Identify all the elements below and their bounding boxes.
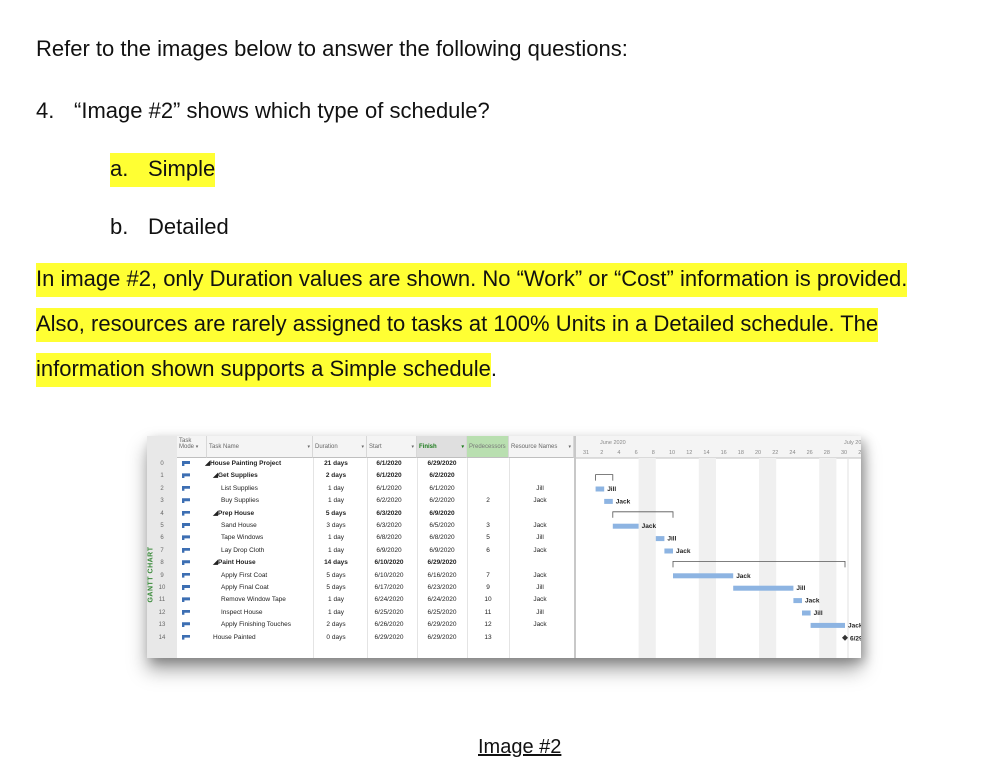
task-row[interactable] xyxy=(147,470,574,482)
task-finish: 6/2/2020 xyxy=(429,497,455,505)
task-predecessors: 3 xyxy=(486,522,490,529)
task-id: 14 xyxy=(158,634,166,641)
task-row[interactable] xyxy=(147,520,574,532)
task-resources: Jill xyxy=(536,534,544,542)
task-resources: Jack xyxy=(533,621,547,629)
task-predecessors: 10 xyxy=(484,596,492,604)
task-finish: 6/29/2020 xyxy=(427,621,457,629)
task-predecessors: 11 xyxy=(484,608,492,616)
task-bar xyxy=(733,586,793,591)
task-row[interactable] xyxy=(147,458,574,470)
option-a-letter: a. xyxy=(110,156,129,181)
auto-schedule-icon xyxy=(182,535,190,540)
task-duration: 0 days xyxy=(326,633,346,641)
task-id: 6 xyxy=(160,535,164,542)
task-duration: 1 day xyxy=(328,608,344,616)
task-predecessors: 2 xyxy=(486,497,490,505)
task-resources: Jack xyxy=(533,571,547,579)
task-predecessors xyxy=(467,483,509,495)
task-mode-icon xyxy=(182,495,192,507)
header-start[interactable]: Start ▾ xyxy=(367,436,417,458)
resource-label: Jack xyxy=(615,498,631,506)
option-a xyxy=(110,156,215,182)
task-start: 6/3/2020 xyxy=(376,509,402,517)
task-row[interactable] xyxy=(147,545,574,557)
task-predecessors xyxy=(467,508,509,520)
resource-label: Jill xyxy=(796,585,806,593)
task-start: 6/29/2020 xyxy=(374,633,404,641)
task-id: 1 xyxy=(160,473,164,480)
auto-schedule-icon xyxy=(182,461,190,466)
timescale-day: 2 xyxy=(600,450,604,456)
task-finish: 6/5/2020 xyxy=(429,522,455,529)
task-name: Apply Final Coat xyxy=(221,584,269,591)
task-id: 4 xyxy=(160,510,164,517)
task-resources xyxy=(509,470,571,482)
task-predecessors: 7 xyxy=(486,571,490,579)
timescale-day: 16 xyxy=(720,450,727,456)
option-b-letter: b. xyxy=(110,214,129,239)
task-resources: Jack xyxy=(533,546,547,554)
resource-label: Jill xyxy=(667,535,677,543)
task-id: 2 xyxy=(160,485,164,492)
task-start: 6/8/2020 xyxy=(376,534,402,542)
task-mode-icon xyxy=(182,632,192,644)
timescale-day: 28 xyxy=(823,450,830,456)
timescale-day: 30 xyxy=(841,450,848,456)
task-row[interactable] xyxy=(147,508,574,520)
task-duration: 14 days xyxy=(324,559,348,567)
resource-label: Jack xyxy=(676,548,691,555)
task-resources xyxy=(509,458,571,470)
resource-label: Jill xyxy=(813,610,823,617)
task-resources: Jack xyxy=(533,497,547,505)
auto-schedule-icon xyxy=(182,486,190,491)
task-id: 8 xyxy=(160,560,164,567)
task-row[interactable] xyxy=(147,632,574,644)
task-name: ◢Get Supplies xyxy=(213,472,258,480)
timescale-month: June 2020 xyxy=(600,440,626,446)
auto-schedule-icon xyxy=(182,573,190,578)
task-mode-icon xyxy=(182,545,192,557)
image-caption: Image #2 xyxy=(478,736,562,758)
task-start: 6/2/2020 xyxy=(376,497,402,505)
header-task-name[interactable]: Task Name ▾ xyxy=(207,436,313,458)
auto-schedule-icon xyxy=(182,622,190,627)
timescale-day: 4 xyxy=(617,450,621,456)
task-mode-icon xyxy=(182,582,192,594)
task-name: ◢Prep House xyxy=(213,509,255,517)
task-mode-icon xyxy=(182,470,192,482)
task-finish: 6/2/2020 xyxy=(429,472,455,480)
task-start: 6/3/2020 xyxy=(376,522,402,529)
task-name: Tape Windows xyxy=(221,534,264,542)
task-row[interactable] xyxy=(147,532,574,544)
task-mode-icon xyxy=(182,607,192,619)
task-duration: 21 days xyxy=(324,460,348,467)
header-predecessors[interactable]: Predecessors xyxy=(467,436,509,458)
task-name: Apply Finishing Touches xyxy=(221,621,291,629)
task-duration: 5 days xyxy=(326,571,346,579)
task-name: Remove Window Tape xyxy=(221,596,286,604)
task-bar xyxy=(613,524,639,529)
task-bar xyxy=(596,487,605,492)
task-name: Buy Supplies xyxy=(221,497,259,505)
resource-label: Jack xyxy=(848,622,863,630)
task-id: 7 xyxy=(160,547,164,554)
task-start: 6/1/2020 xyxy=(376,484,402,492)
header-task-mode[interactable]: Task Mode ▾ xyxy=(177,436,207,458)
auto-schedule-icon xyxy=(182,585,190,590)
task-resources: Jill xyxy=(536,484,544,492)
task-start: 6/26/2020 xyxy=(374,621,404,629)
task-finish: 6/9/2020 xyxy=(429,546,455,554)
resource-label: Jack xyxy=(641,523,657,531)
explanation-line-2: Also, resources are rarely assigned to tasks at 100% Units in a Detailed schedule. The xyxy=(36,301,966,346)
task-name: House Painted xyxy=(213,633,256,641)
header-finish[interactable]: Finish ▾ xyxy=(417,436,467,458)
task-id: 3 xyxy=(160,498,164,505)
task-predecessors xyxy=(467,458,509,470)
task-mode-icon xyxy=(182,520,192,532)
option-a-text: Simple xyxy=(148,156,216,181)
task-mode-icon xyxy=(182,532,192,544)
task-mode-icon xyxy=(182,594,192,606)
timescale-day: 26 xyxy=(806,450,813,456)
task-resources: Jill xyxy=(536,584,544,591)
task-row[interactable] xyxy=(147,582,574,594)
task-start: 6/9/2020 xyxy=(376,546,402,554)
task-resources: Jack xyxy=(533,596,547,604)
task-mode-icon xyxy=(182,483,192,495)
task-duration: 1 day xyxy=(328,546,344,554)
task-resources xyxy=(509,508,571,520)
auto-schedule-icon xyxy=(182,610,190,615)
question-number: 4. xyxy=(36,98,55,123)
task-id: 13 xyxy=(158,622,166,629)
task-predecessors xyxy=(467,470,509,482)
task-duration: 5 days xyxy=(326,584,346,591)
task-finish: 6/8/2020 xyxy=(429,534,455,542)
task-row[interactable] xyxy=(147,495,574,507)
task-row[interactable] xyxy=(147,570,574,582)
timescale-day: 14 xyxy=(703,450,710,456)
task-bar xyxy=(811,623,845,628)
task-finish: 6/29/2020 xyxy=(427,633,457,641)
header-duration[interactable]: Duration ▾ xyxy=(313,436,367,458)
task-id: 11 xyxy=(158,597,166,604)
task-finish: 6/25/2020 xyxy=(427,608,457,616)
task-predecessors: 13 xyxy=(484,633,492,641)
task-name: Lay Drop Cloth xyxy=(221,546,265,554)
question-text: “Image #2” shows which type of schedule? xyxy=(74,98,490,123)
gantt-chart-label: GANTT CHART xyxy=(147,546,155,603)
task-name: Sand House xyxy=(221,522,257,529)
task-finish: 6/1/2020 xyxy=(429,484,455,492)
task-duration: 2 days xyxy=(326,621,346,629)
option-a-highlight xyxy=(110,153,215,187)
task-finish: 6/16/2020 xyxy=(427,571,457,579)
task-bar xyxy=(673,573,733,578)
task-predecessors: 9 xyxy=(486,584,490,591)
gantt-bars xyxy=(576,436,861,658)
task-id: 5 xyxy=(160,523,164,529)
question xyxy=(36,98,490,124)
task-row[interactable] xyxy=(147,483,574,495)
task-start: 6/17/2020 xyxy=(374,584,404,591)
task-name: List Supplies xyxy=(221,484,258,492)
task-start: 6/1/2020 xyxy=(376,460,402,467)
task-name: ◢Paint House xyxy=(213,559,256,567)
timescale-day: 24 xyxy=(789,450,796,456)
task-bar xyxy=(802,611,811,616)
task-start: 6/1/2020 xyxy=(376,472,402,480)
auto-schedule-icon xyxy=(182,560,190,565)
auto-schedule-icon xyxy=(182,511,190,516)
nonworking-shade xyxy=(699,458,716,658)
task-row[interactable] xyxy=(147,607,574,619)
task-bar xyxy=(604,499,613,504)
task-predecessors: 12 xyxy=(484,621,492,629)
milestone-marker xyxy=(842,635,848,641)
timescale-day: 31 xyxy=(583,450,590,456)
nonworking-shade xyxy=(819,458,836,658)
resource-label: Jill xyxy=(607,486,617,493)
option-b-text: Detailed xyxy=(148,214,229,239)
timescale-day: 10 xyxy=(669,450,676,456)
task-id: 0 xyxy=(160,461,164,467)
milestone-label: 6/29 xyxy=(850,635,863,643)
task-mode-icon xyxy=(182,570,192,582)
task-finish: 6/29/2020 xyxy=(427,559,457,567)
task-mode-icon xyxy=(182,458,192,470)
task-bar xyxy=(793,598,802,603)
task-name: Inspect House xyxy=(221,608,263,616)
intro-text: Refer to the images below to answer the following questions: xyxy=(36,36,628,61)
timescale-day: 18 xyxy=(737,450,744,456)
auto-schedule-icon xyxy=(182,498,190,503)
task-name: Apply First Coat xyxy=(221,571,268,579)
task-row[interactable] xyxy=(147,557,574,569)
task-resources xyxy=(509,632,571,644)
timescale-day: 22 xyxy=(772,450,779,456)
task-duration: 1 day xyxy=(328,534,344,542)
task-bar xyxy=(656,536,665,541)
task-start: 6/10/2020 xyxy=(374,559,404,567)
task-finish: 6/23/2020 xyxy=(427,584,457,591)
timescale-month: July 20 xyxy=(844,440,862,446)
nonworking-shade xyxy=(759,458,776,658)
task-id: 12 xyxy=(158,609,166,616)
resource-label: Jack xyxy=(736,572,751,580)
task-mode-icon xyxy=(182,508,192,520)
resource-label: Jack xyxy=(805,597,820,605)
task-predecessors: 6 xyxy=(486,546,490,554)
task-row[interactable] xyxy=(147,619,574,631)
task-finish: 6/9/2020 xyxy=(429,509,455,517)
task-duration: 2 days xyxy=(325,472,347,480)
timescale-day: 6 xyxy=(634,450,638,456)
task-duration: 1 day xyxy=(328,497,344,505)
task-row[interactable] xyxy=(147,594,574,606)
option-b xyxy=(110,214,229,240)
task-mode-icon xyxy=(182,619,192,631)
task-duration: 3 days xyxy=(326,522,346,529)
task-resources: Jill xyxy=(536,608,544,616)
explanation-line-3: information shown supports a Simple schedule. xyxy=(36,346,966,391)
auto-schedule-icon xyxy=(182,473,190,478)
task-duration: 1 day xyxy=(328,484,344,492)
task-id: 9 xyxy=(160,572,164,579)
task-duration: 5 days xyxy=(325,509,347,517)
gantt-screenshot xyxy=(147,436,861,658)
explanation xyxy=(36,256,966,391)
timescale-day: 2 xyxy=(858,450,862,456)
auto-schedule-icon xyxy=(182,523,190,528)
task-id: 10 xyxy=(158,585,166,591)
task-finish: 6/29/2020 xyxy=(427,460,457,467)
timescale-day: 8 xyxy=(651,450,655,456)
task-duration: 1 day xyxy=(328,596,344,604)
nonworking-shade xyxy=(639,458,656,658)
task-mode-icon xyxy=(182,557,192,569)
task-start: 6/24/2020 xyxy=(374,596,404,604)
task-predecessors: 5 xyxy=(486,534,490,542)
task-name: ◢House Painting Project xyxy=(205,460,282,467)
gantt-chart-area xyxy=(574,436,861,658)
header-resource-names[interactable]: Resource Names ▾ xyxy=(509,436,574,458)
task-predecessors xyxy=(467,557,509,569)
timescale-day: 20 xyxy=(755,450,762,456)
auto-schedule-icon xyxy=(182,597,190,602)
task-start: 6/25/2020 xyxy=(374,608,404,616)
summary-bar xyxy=(596,475,613,481)
auto-schedule-icon xyxy=(182,548,190,553)
task-start: 6/10/2020 xyxy=(374,571,404,579)
timescale-day: 12 xyxy=(686,450,693,456)
auto-schedule-icon xyxy=(182,635,190,640)
explanation-line-1: In image #2, only Duration values are shown. No “Work” or “Cost” information is provided. xyxy=(36,256,966,301)
task-finish: 6/24/2020 xyxy=(427,596,457,604)
task-resources xyxy=(509,557,571,569)
task-bar xyxy=(664,549,673,554)
task-resources: Jack xyxy=(533,522,547,529)
